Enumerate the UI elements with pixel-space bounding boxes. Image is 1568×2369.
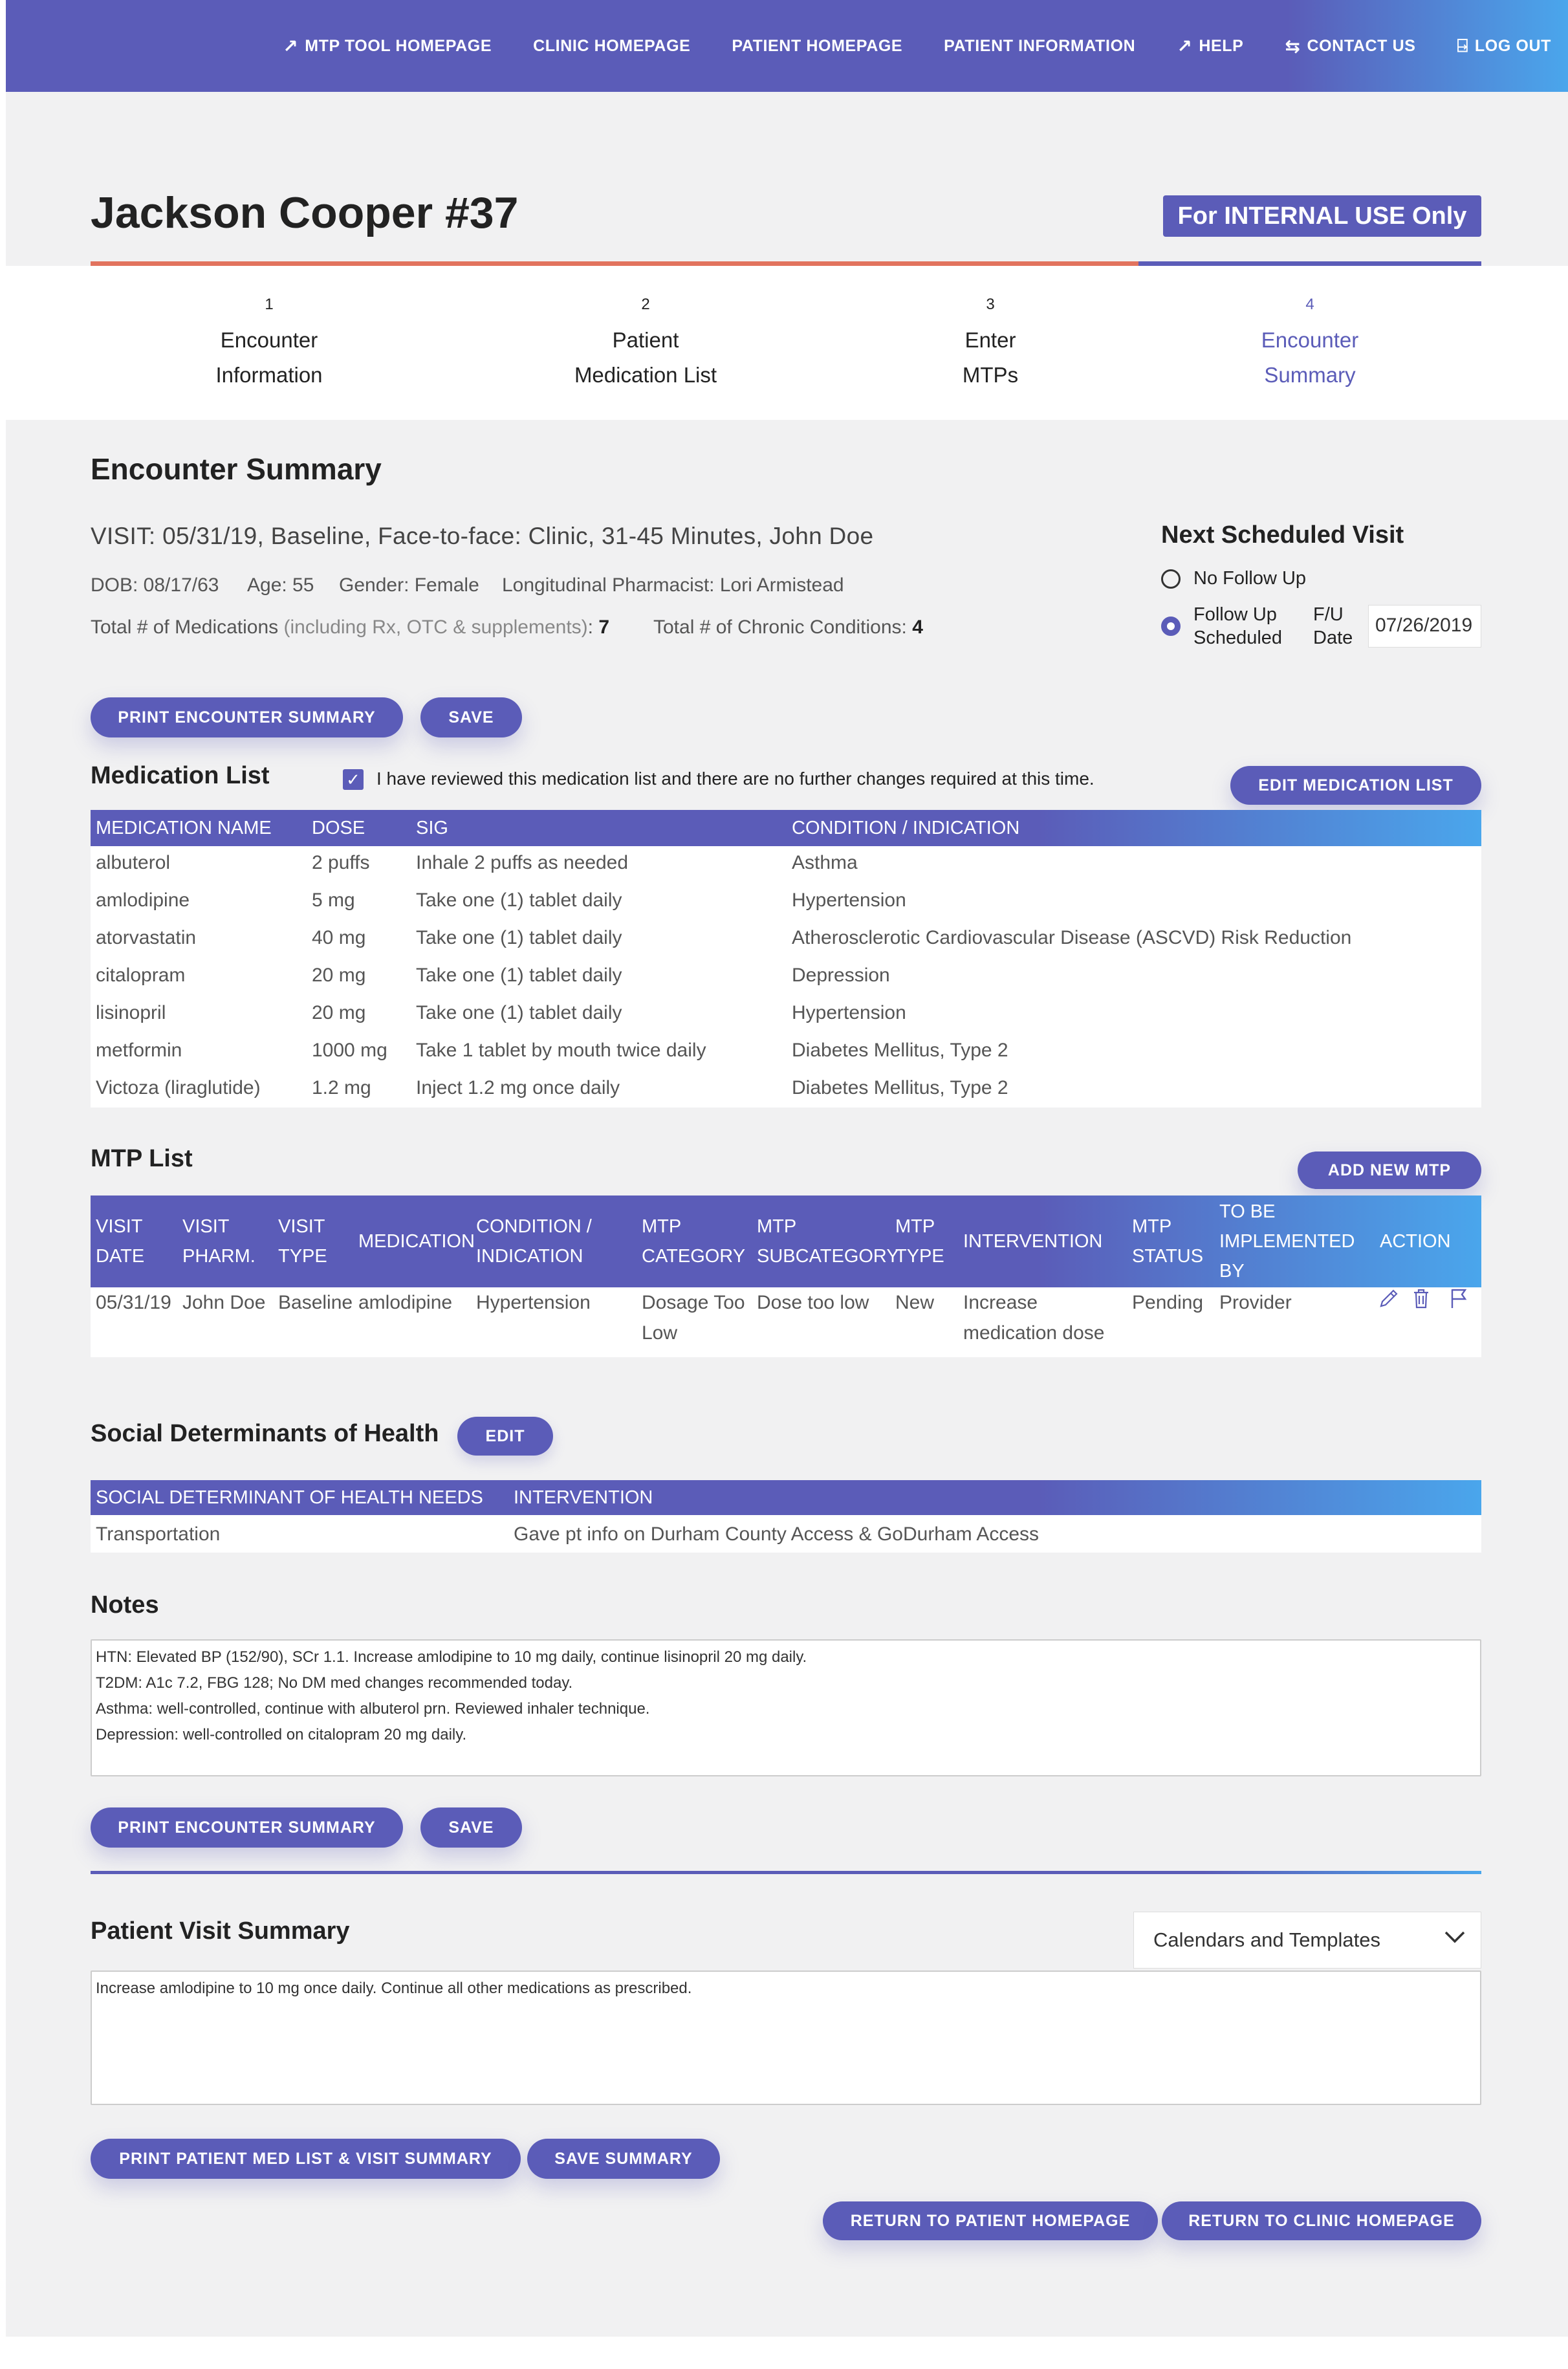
table-cell-line: Pending [1132, 1292, 1204, 1313]
table-cell: lisinopril [96, 1002, 166, 1023]
radio-follow-up-scheduled[interactable] [1161, 603, 1282, 650]
radio-button[interactable] [1161, 569, 1181, 589]
column-header: CONDITION / INDICATION [792, 818, 1020, 838]
section-title-notes: Notes [91, 1591, 159, 1619]
table-cell-line: John Doe [182, 1292, 266, 1313]
return-to-clinic-homepage-button[interactable]: RETURN TO CLINIC HOMEPAGE [1162, 2201, 1481, 2240]
column-header-line: MTP [895, 1216, 935, 1237]
section-title-encounter-summary: Encounter Summary [91, 452, 382, 486]
nav-patient-homepage[interactable]: PATIENT HOMEPAGE [732, 36, 903, 55]
table-cell-line: medication dose [963, 1322, 1105, 1344]
section-divider [91, 1871, 1481, 1874]
table-cell-line: Increase [963, 1292, 1038, 1313]
step-label: Patient [612, 328, 679, 352]
reviewed-checkbox-label: I have reviewed this medication list and there are no further changes required at this time. [376, 769, 1094, 789]
column-header-line: TO BE [1219, 1201, 1276, 1222]
table-cell: Diabetes Mellitus, Type 2 [792, 1040, 1008, 1061]
total-medications-label: Total # of Medications [91, 617, 279, 638]
notes-line: HTN: Elevated BP (152/90), SCr 1.1. Increase amlodipine to 10 mg daily, continue lisinopril 20 mg daily. [96, 1648, 807, 1666]
column-header-line: MTP [1132, 1216, 1172, 1237]
column-header-line: VISIT [182, 1216, 230, 1237]
step-number: 4 [1305, 296, 1314, 313]
dropdown-value: Calendars and Templates [1153, 1928, 1380, 1951]
column-header-line: MTP [757, 1216, 797, 1237]
step-number: 1 [265, 296, 274, 313]
nav-log-out[interactable]: ⍈ LOG OUT [1457, 35, 1551, 56]
column-header-line: TYPE [278, 1246, 327, 1267]
column-header-line: PHARM. [182, 1246, 256, 1267]
table-cell [476, 1287, 591, 1318]
column-header-line: INTERVENTION [963, 1231, 1103, 1252]
fu-label-line: F/U [1313, 604, 1344, 625]
table-cell: Inhale 2 puffs as needed [416, 852, 629, 873]
table-header [91, 810, 1481, 846]
step-bar [6, 266, 1568, 420]
print-encounter-summary-button[interactable]: PRINT ENCOUNTER SUMMARY [91, 697, 403, 737]
notes-textarea[interactable] [91, 1639, 1481, 1776]
logout-icon: ⍈ [1457, 35, 1468, 56]
edit-sdoh-button[interactable]: EDIT [457, 1417, 553, 1456]
longitudinal-pharmacist: Longitudinal Pharmacist: Lori Armistead [502, 574, 844, 596]
table-cell-line: amlodipine [358, 1292, 453, 1313]
column-header-line: VISIT [278, 1216, 325, 1237]
table-cell: 5 mg [312, 890, 355, 911]
left-edge [0, 0, 6, 2369]
total-medications-count: 7 [598, 617, 610, 638]
radio-label-line: Scheduled [1193, 628, 1283, 648]
table-cell: Victoza (liraglutide) [96, 1077, 261, 1098]
radio-no-follow-up[interactable] [1161, 568, 1306, 589]
step-enter-mtps[interactable] [855, 296, 1126, 393]
patient-name: Jackson Cooper #37 [91, 188, 519, 237]
column-header-line: VISIT [96, 1216, 143, 1237]
radio-label-line: Follow Up [1193, 604, 1277, 625]
table-cell: 1000 mg [312, 1040, 387, 1061]
progress-line-current [1138, 261, 1481, 266]
table-cell-line: Dosage Too [642, 1292, 745, 1313]
total-chronic-conditions [653, 617, 923, 639]
column-header: SOCIAL DETERMINANT OF HEALTH NEEDS [96, 1487, 483, 1508]
table-cell: Atherosclerotic Cardiovascular Disease (ASCVD) Risk Reduction [792, 927, 1352, 948]
step-label: Medication List [574, 363, 717, 387]
column-header-line: DATE [96, 1246, 145, 1267]
nav-clinic-homepage[interactable]: CLINIC HOMEPAGE [533, 36, 691, 55]
dob: DOB: 08/17/63 [91, 574, 219, 596]
column-header-line: CATEGORY [642, 1246, 746, 1267]
section-title-medication-list: Medication List [91, 762, 270, 789]
return-to-patient-homepage-button[interactable]: RETURN TO PATIENT HOMEPAGE [823, 2201, 1158, 2240]
column-header: MEDICATION NAME [96, 818, 272, 838]
column-header-line: SUBCATEGORY [757, 1246, 899, 1267]
step-encounter-information[interactable] [133, 296, 405, 393]
table-cell: 20 mg [312, 965, 366, 986]
notes-line: Asthma: well-controlled, continue with albuterol prn. Reviewed inhaler technique. [96, 1700, 650, 1718]
progress-line-completed [91, 261, 1138, 266]
column-header [1132, 1212, 1203, 1271]
table-cell: Take one (1) tablet daily [416, 890, 622, 911]
footer [6, 2337, 1568, 2369]
table-cell: 2 puffs [312, 852, 370, 873]
calendars-templates-dropdown[interactable] [1133, 1912, 1481, 1969]
table-cell: Depression [792, 965, 890, 986]
step-label: Encounter [1261, 328, 1359, 352]
radio-button-selected[interactable] [1161, 617, 1181, 636]
step-number: 3 [986, 296, 995, 313]
column-header-line: IMPLEMENTED [1219, 1231, 1355, 1252]
radio-label: No Follow Up [1193, 568, 1307, 589]
table-cell: amlodipine [96, 890, 190, 911]
table-cell: Transportation [96, 1523, 221, 1545]
table-cell: Take one (1) tablet daily [416, 965, 622, 986]
fu-date-label [1313, 603, 1353, 650]
table-cell: metformin [96, 1040, 182, 1061]
table-cell: Take 1 tablet by mouth twice daily [416, 1040, 706, 1061]
column-header [1219, 1197, 1355, 1286]
radio-label [1193, 603, 1282, 650]
reviewed-checkbox[interactable]: ✓ [343, 769, 364, 790]
notes-line: T2DM: A1c 7.2, FBG 128; No DM med changes recommended today. [96, 1674, 573, 1692]
column-header: INTERVENTION [514, 1487, 653, 1508]
patient-visit-summary-textarea[interactable] [91, 1971, 1481, 2105]
save-summary-button[interactable]: SAVE SUMMARY [527, 2139, 720, 2179]
next-visit-title: Next Scheduled Visit [1161, 521, 1404, 549]
table-cell: Asthma [792, 852, 858, 873]
table-cell: albuterol [96, 852, 171, 873]
table-cell: atorvastatin [96, 927, 197, 948]
table-cell [642, 1287, 745, 1348]
table-cell [182, 1287, 265, 1318]
mtp-table [91, 1195, 1481, 1357]
visit-summary-text: Increase amlodipine to 10 mg once daily. Continue all other medications as prescribed. [96, 1980, 692, 1997]
visit-details: VISIT: 05/31/19, Baseline, Face-to-face: Clinic, 31-45 Minutes, John Doe [91, 523, 874, 549]
print-encounter-summary-button-bottom[interactable]: PRINT ENCOUNTER SUMMARY [91, 1807, 403, 1848]
chronic-conditions-count: 4 [912, 617, 923, 638]
table-cell: Hypertension [792, 890, 906, 911]
table-header [91, 1480, 1481, 1515]
table-cell: 20 mg [312, 1002, 366, 1023]
save-button-bottom[interactable]: SAVE [420, 1807, 522, 1848]
table-cell-line: New [895, 1292, 935, 1313]
table-cell-line: Baseline [278, 1292, 353, 1313]
column-header [642, 1212, 745, 1271]
column-header-line: MTP [642, 1216, 682, 1237]
step-encounter-summary[interactable] [1174, 296, 1446, 393]
chronic-conditions-label: Total # of Chronic Conditions: [653, 617, 907, 638]
internal-use-badge: For INTERNAL USE Only [1163, 195, 1481, 237]
column-header-line: CONDITION / [476, 1216, 592, 1237]
step-label: Enter [964, 328, 1016, 352]
edit-pencil-icon[interactable] [1378, 1287, 1400, 1315]
column-header [96, 1212, 144, 1271]
section-title-patient-visit-summary: Patient Visit Summary [91, 1917, 350, 1945]
nav-contact-us[interactable]: ⇆ CONTACT US [1285, 36, 1416, 56]
column-header [358, 1227, 475, 1256]
table-header [91, 1195, 1481, 1287]
nav-patient-information[interactable]: PATIENT INFORMATION [944, 36, 1136, 55]
table-cell [96, 1287, 171, 1318]
medication-table [91, 810, 1481, 1108]
exchange-icon: ⇆ [1285, 36, 1301, 56]
add-new-mtp-button[interactable]: ADD NEW MTP [1298, 1152, 1481, 1189]
table-cell [963, 1287, 1104, 1348]
column-header: DOSE [312, 818, 365, 838]
step-label: MTPs [962, 363, 1019, 387]
table-cell: Take one (1) tablet daily [416, 927, 622, 948]
table-cell [1219, 1287, 1292, 1318]
column-header-line: MEDICATION [358, 1231, 475, 1252]
age: Age: 55 [247, 574, 314, 596]
step-patient-medication-list[interactable] [510, 296, 781, 393]
table-cell [1132, 1287, 1203, 1318]
column-header-line: INDICATION [476, 1246, 583, 1267]
column-header [963, 1227, 1102, 1256]
top-nav [6, 0, 1568, 92]
total-medications-note: (including Rx, OTC & supplements) [283, 617, 588, 638]
table-cell [895, 1287, 934, 1318]
column-header [476, 1212, 592, 1271]
fu-date-input[interactable]: 07/26/2019 [1368, 605, 1481, 648]
table-cell: citalopram [96, 965, 186, 986]
table-cell: Inject 1.2 mg once daily [416, 1077, 620, 1098]
table-cell: Diabetes Mellitus, Type 2 [792, 1077, 1008, 1098]
print-patient-med-list-button[interactable]: PRINT PATIENT MED LIST & VISIT SUMMARY [91, 2139, 521, 2179]
nav-mtp-tool-homepage[interactable]: ↗ MTP TOOL HOMEPAGE [283, 36, 492, 56]
table-cell: Take one (1) tablet daily [416, 1002, 622, 1023]
table-cell: 1.2 mg [312, 1077, 371, 1098]
column-header-line: BY [1219, 1261, 1245, 1282]
arrow-up-right-icon: ↗ [1177, 36, 1193, 56]
step-number: 2 [641, 296, 650, 313]
column-header [757, 1212, 899, 1271]
section-title-social-determinants: Social Determinants of Health [91, 1420, 439, 1447]
column-header [895, 1212, 944, 1271]
nav-help[interactable]: ↗ HELP [1177, 36, 1244, 56]
table-cell [278, 1287, 353, 1318]
section-title-mtp-list: MTP List [91, 1145, 193, 1172]
fu-label-line: Date [1313, 628, 1353, 648]
table-cell: Gave pt info on Durham County Access & GoDurham Access [514, 1523, 1040, 1545]
column-header-line: STATUS [1132, 1246, 1204, 1267]
chevron-down-icon [1442, 1924, 1468, 1956]
arrow-up-right-icon: ↗ [283, 36, 299, 56]
table-cell-line: Dose too low [757, 1292, 869, 1313]
column-header [182, 1212, 256, 1271]
gender: Gender: Female [339, 574, 479, 596]
column-header-line: ACTION [1380, 1231, 1451, 1252]
edit-medication-list-button[interactable]: EDIT MEDICATION LIST [1230, 766, 1481, 805]
table-cell-line: Low [642, 1322, 678, 1344]
column-header [1380, 1227, 1451, 1256]
table-cell-line: Hypertension [476, 1292, 591, 1313]
table-cell-line: Provider [1219, 1292, 1292, 1313]
table-cell: 40 mg [312, 927, 366, 948]
table-cell [358, 1287, 452, 1318]
table-cell: Hypertension [792, 1002, 906, 1023]
flag-icon[interactable] [1449, 1287, 1468, 1315]
step-label: Summary [1264, 363, 1356, 387]
column-header-line: TYPE [895, 1246, 944, 1267]
save-button[interactable]: SAVE [420, 697, 522, 737]
total-medications: Total # of Medications (including Rx, OTC & supplements): 7 [91, 617, 610, 638]
sdoh-table [91, 1480, 1481, 1553]
step-label: Encounter [220, 328, 318, 352]
trash-icon[interactable] [1411, 1287, 1431, 1315]
table-cell-line: 05/31/19 [96, 1292, 171, 1313]
notes-line: Depression: well-controlled on citalopram 20 mg daily. [96, 1726, 467, 1743]
table-cell [757, 1287, 869, 1318]
column-header [278, 1212, 327, 1271]
step-label: Information [215, 363, 323, 387]
column-header: SIG [416, 818, 448, 838]
